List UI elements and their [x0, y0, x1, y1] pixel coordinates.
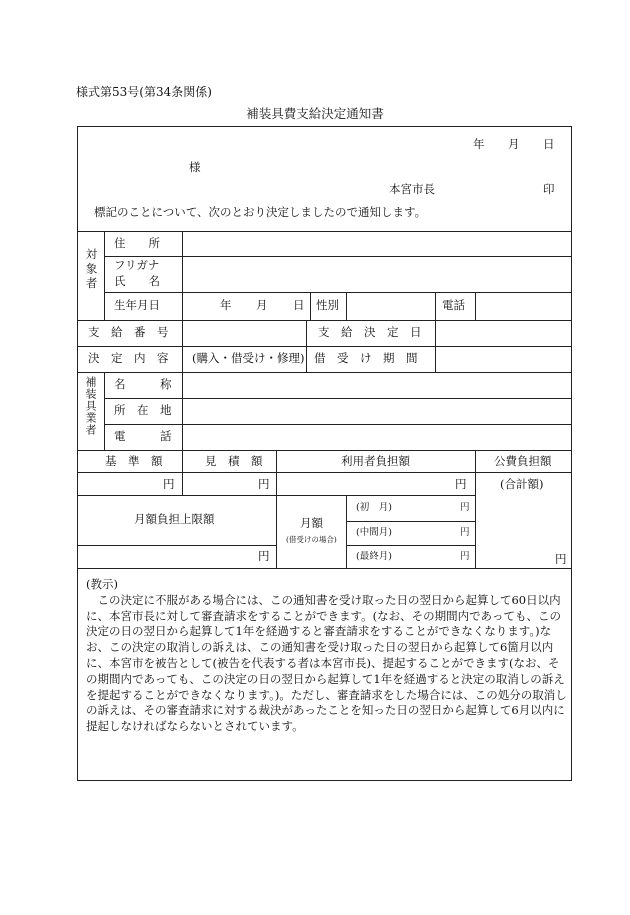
rule: [475, 450, 476, 568]
rule: [182, 372, 183, 450]
document-title: 補装具費支給決定通知書: [246, 106, 384, 121]
estimate-header: 見 積 額: [205, 454, 263, 468]
base-amount-header: 基 準 額: [105, 454, 163, 468]
rule: [77, 450, 572, 451]
birth-month-unit: 月: [256, 298, 268, 312]
rule: [182, 450, 183, 495]
rule: [77, 472, 572, 473]
birthdate-label: 生年月日: [114, 298, 160, 312]
rule: [475, 292, 476, 320]
mayor-title: 本宮市長: [389, 182, 435, 196]
user-burden-yen: 円: [455, 477, 467, 491]
date-year-unit: 年: [473, 137, 485, 151]
estimate-yen: 円: [258, 477, 270, 491]
intro-text: 標記のことについて、次のとおり決定しましたので通知します。: [94, 205, 427, 219]
rule: [77, 568, 572, 569]
monthly-limit-label: 月額負担上限額: [134, 512, 215, 526]
form-number: 様式第53号(第34条関係): [76, 85, 212, 99]
vendor-location-label: 所 在 地: [114, 403, 172, 417]
phone-label: 電話: [442, 298, 465, 312]
monthly-limit-yen: 円: [258, 549, 270, 563]
furigana-label: フリガナ: [114, 258, 160, 272]
decision-content-value: (購入・借受け・修理): [192, 351, 305, 365]
rule: [104, 292, 572, 293]
vendor-name-label: 名 称: [114, 377, 172, 391]
notice-block: [86, 577, 568, 735]
rule: [346, 495, 347, 568]
rule: [104, 231, 105, 320]
middle-month-yen: 円: [460, 527, 470, 538]
decision-content-label: 決 定 内 容: [88, 351, 169, 365]
rental-period-label: 借 受 け 期 間: [314, 351, 418, 365]
birth-day-unit: 日: [293, 298, 305, 312]
first-month-yen: 円: [460, 502, 470, 513]
subject-group-label: 対象者: [84, 248, 99, 292]
date-month-unit: 月: [508, 137, 520, 151]
middle-month-label: (中間月): [356, 527, 392, 538]
rule: [77, 231, 572, 232]
address-label: 住 所: [114, 236, 160, 250]
user-burden-header: 利用者負担額: [341, 454, 410, 468]
first-month-label: (初 月): [356, 502, 392, 513]
rule: [104, 372, 105, 450]
rule: [435, 292, 436, 320]
seal-mark: 印: [543, 182, 555, 196]
rule: [182, 231, 183, 320]
rule: [77, 372, 572, 373]
last-month-yen: 円: [460, 551, 470, 562]
rule: [306, 320, 307, 372]
rule: [310, 292, 311, 320]
rule: [77, 545, 276, 546]
monthly-label: 月額: [300, 516, 323, 530]
rule: [435, 320, 436, 372]
recipient-honorific: 様: [189, 160, 201, 174]
notice-text: この決定に不服がある場合には、この通知書を受け取った日の翌日から起算して60日以内に、本宮市長に対して審査請求をすることができます。(なお、その期間内であっても、この決定の日の翌日から起算して1年を経過すると審査請求をすることができなくなります。)なお、この決定の取消しの訴えは、この通知書を受け取った日の翌日から起算して6箇月以内に、本宮市を被告として(被告を代表する者は本宮市長)、提起することができます(なお、その期間内であっても、この決定の日の翌日から起算して1年を経過すると決定の取消しの訴えを提起することができなくなります。)。ただし、審査請求をした場合には、この処分の取消しの訴えは、その審査請求に対する裁決があったことを知った日の翌日から起算して6月以内に提起しなければならないとされています。: [86, 592, 567, 734]
vendor-group-label: 補装具業者: [84, 376, 97, 436]
rule: [276, 450, 277, 568]
rule: [346, 521, 475, 522]
birth-year-unit: 年: [220, 298, 232, 312]
vendor-phone-label: 電 話: [114, 429, 172, 443]
date-day-unit: 日: [543, 137, 555, 151]
rule: [104, 424, 572, 425]
rule: [346, 292, 347, 320]
decision-date-label: 支 給 決 定 日: [318, 325, 422, 339]
rule: [182, 320, 183, 372]
rule: [77, 320, 572, 321]
rule: [104, 398, 572, 399]
rule: [104, 256, 572, 257]
total-label: (合計額): [500, 477, 544, 491]
last-month-label: (最終月): [356, 551, 392, 562]
gender-label: 性別: [316, 298, 339, 312]
rule: [77, 346, 572, 347]
rule: [346, 545, 475, 546]
public-burden-header: 公費負担額: [494, 454, 552, 468]
base-amount-yen: 円: [163, 477, 175, 491]
notice-heading: (教示): [86, 577, 118, 591]
rental-case-note: (借受けの場合): [286, 535, 337, 544]
public-burden-yen: 円: [555, 552, 567, 566]
name-label: 氏 名: [114, 274, 160, 288]
payment-number-label: 支 給 番 号: [88, 325, 169, 339]
